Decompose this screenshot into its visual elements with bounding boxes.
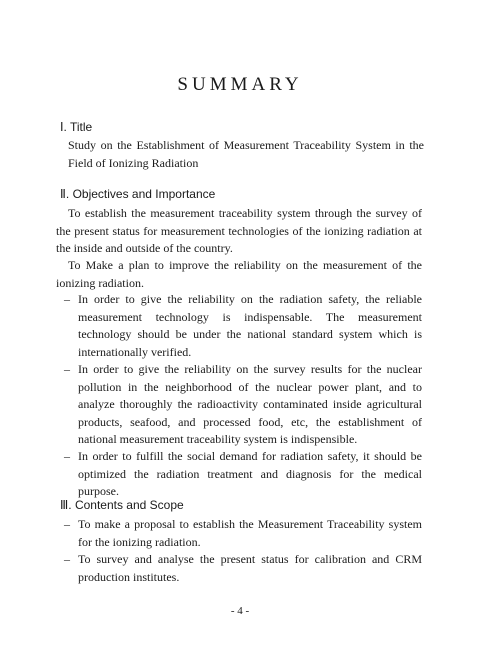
bullet-text: In order to fulfill the social demand for radiation safety, it should be optimized the radiation treatment and diagnosis for the medical purpose. xyxy=(78,449,422,498)
objectives-bullet-3 xyxy=(64,448,422,501)
bullet-dash: – xyxy=(64,292,70,306)
objectives-bullet-1 xyxy=(64,291,422,361)
bullet-text: In order to give the reliability on the radiation safety, the reliable measurement technology is indispensable. The measurement technology should be under the national standard system which is internationally verified. xyxy=(78,292,422,359)
summary-title: SUMMARY xyxy=(177,74,303,95)
bullet-text: In order to give the reliability on the survey results for the nuclear pollution in the neighborhood of the nuclear power plant, and to analyze thoroughly the radioactivity contaminated inside agricultural products, seafood, and processed food, etc, the establishment of national measurement traceability system is indispensible. xyxy=(78,362,422,446)
objectives-paragraph-1: To establish the measurement traceability system through the survey of the present status for measurement technologies of the ionizing radiation at the inside and outside of the country. xyxy=(56,206,422,255)
bullet-dash: – xyxy=(64,449,70,463)
bullet-dash: – xyxy=(64,362,70,376)
bullet-dash: – xyxy=(64,552,70,566)
section-heading-title: Ⅰ. Title xyxy=(60,120,93,134)
page-number: - 4 - xyxy=(230,605,250,617)
objectives-bullet-2 xyxy=(64,361,422,449)
section-heading-objectives: Ⅱ. Objectives and Importance xyxy=(60,187,216,201)
objectives-paragraph-2: To Make a plan to improve the reliability on the measurement of the ionizing radiation. xyxy=(56,258,422,290)
contents-bullet-2 xyxy=(64,551,422,586)
contents-bullet-1 xyxy=(64,516,422,551)
bullet-text: To survey and analyse the present status for calibration and CRM production institutes. xyxy=(78,552,422,584)
bullet-dash: – xyxy=(64,517,70,531)
title-text: Study on the Establishment of Measurement Traceability System in the Field of Ionizing Radiation xyxy=(68,138,424,170)
section-heading-contents: Ⅲ. Contents and Scope xyxy=(60,498,184,512)
bullet-text: To make a proposal to establish the Measurement Traceability system for the ionizing radiation. xyxy=(78,517,422,549)
